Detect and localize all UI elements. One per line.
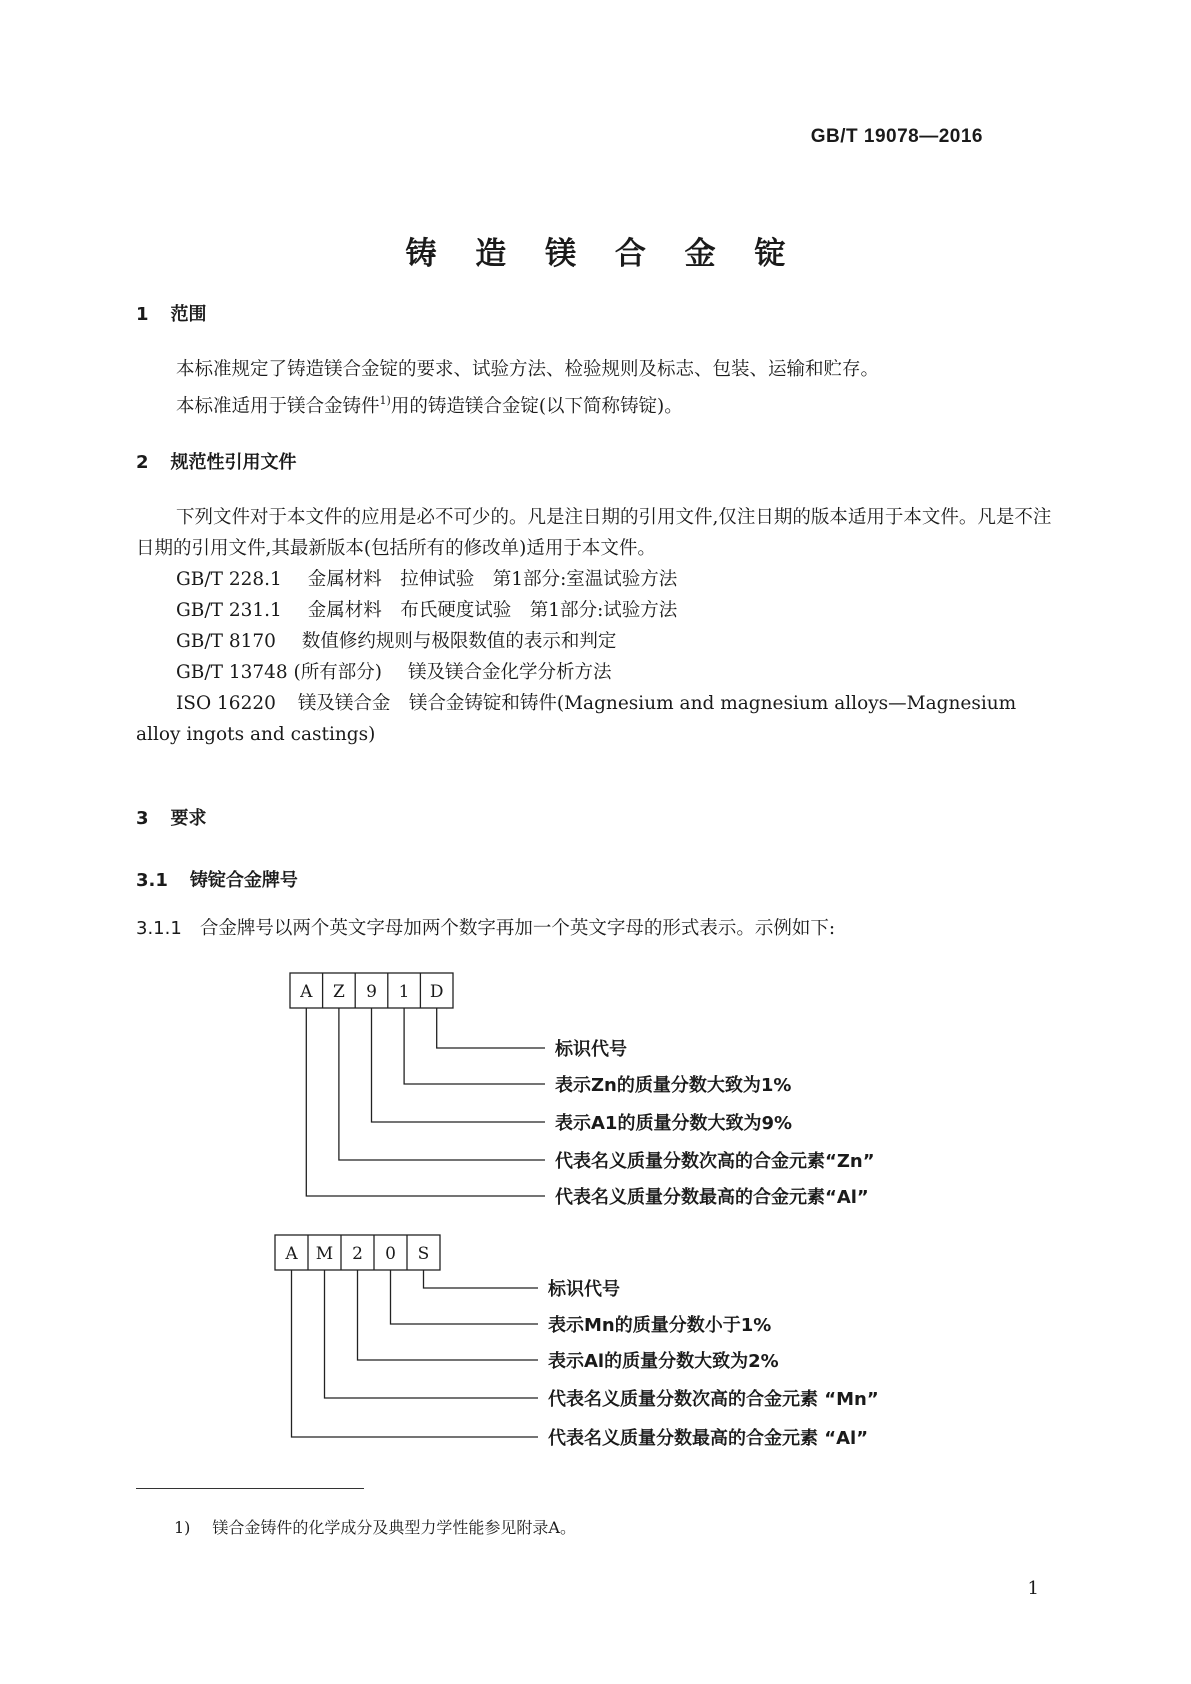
code-cell: A — [300, 982, 313, 1002]
leader-line — [391, 1270, 539, 1324]
diagram-label: 代表名义质量分数最高的合金元素“Al” — [555, 1187, 869, 1208]
diagram-label: 代表名义质量分数次高的合金元素 “Mn” — [548, 1389, 879, 1410]
reference-code: GB/T 231.1 — [176, 600, 282, 621]
page-number: 1 — [1027, 1578, 1039, 1599]
clause-text: 合金牌号以两个英文字母加两个数字再加一个英文字母的形式表示。示例如下: — [199, 918, 836, 939]
scope-text-a: 本标准适用于镁合金铸件 — [176, 396, 380, 417]
diagram-label: 标识代号 — [555, 1039, 627, 1060]
diagram-label: 表示Zn的质量分数大致为1% — [555, 1075, 792, 1096]
section-title: 规范性引用文件 — [170, 452, 297, 473]
clause-number: 3.1.1 — [136, 918, 182, 939]
diagram-label: 代表名义质量分数最高的合金元素 “Al” — [548, 1428, 869, 1449]
leader-line — [404, 1008, 545, 1084]
section-number: 2 — [136, 452, 149, 473]
section-number: 3.1 — [136, 870, 168, 891]
reference-title: 镁及镁合金化学分析方法 — [408, 662, 612, 683]
reference-code: GB/T 228.1 — [176, 569, 282, 590]
document-title: 铸 造 镁 合 金 锭 — [405, 236, 800, 272]
leader-line — [325, 1270, 539, 1398]
footnote — [174, 1515, 576, 1538]
code-cell: 9 — [366, 982, 377, 1002]
leader-line — [424, 1270, 539, 1288]
reference-code: GB/T 8170 — [176, 631, 276, 652]
leader-line — [292, 1270, 539, 1437]
code-cell: 1 — [398, 982, 410, 1002]
diagram-1 — [290, 973, 545, 1196]
reference-title: 数值修约规则与极限数值的表示和判定 — [301, 631, 617, 652]
scope-text-b: 用的铸造镁合金锭(以下简称铸锭)。 — [390, 396, 683, 417]
diagram-label: 代表名义质量分数次高的合金元素“Zn” — [555, 1151, 875, 1172]
footnote-ref: 1) — [379, 394, 391, 407]
code-cell: D — [429, 982, 444, 1002]
footnote-marker: 1) — [174, 1518, 191, 1537]
reference-title: 镁及镁合金 镁合金铸锭和铸件(Magnesium and magnesium alloys—Magnesium alloy ingots and castings) — [136, 693, 1017, 745]
leader-line — [372, 1008, 546, 1122]
footnote-text: 镁合金铸件的化学成分及典型力学性能参见附录A。 — [212, 1518, 576, 1537]
section-title: 范围 — [170, 304, 207, 325]
leader-line — [306, 1008, 545, 1196]
diagram-label: 表示Mn的质量分数小于1% — [548, 1315, 772, 1336]
code-cell: A — [285, 1244, 298, 1264]
leader-line — [437, 1008, 545, 1048]
reference-code: ISO 16220 — [176, 693, 276, 714]
standard-code: GB/T 19078—2016 — [810, 126, 983, 147]
diagram-label: 表示Al的质量分数大致为2% — [548, 1351, 779, 1372]
leader-line — [358, 1270, 539, 1360]
reference-title: 金属材料 布氏硬度试验 第1部分:试验方法 — [307, 600, 678, 621]
diagram-label: 标识代号 — [548, 1279, 620, 1300]
section-number: 1 — [136, 304, 149, 325]
reference-code: GB/T 13748 (所有部分) — [176, 662, 382, 683]
footnote-separator — [136, 1488, 364, 1489]
diagram-label: 表示A1的质量分数大致为9% — [555, 1113, 793, 1134]
code-cell: 0 — [385, 1244, 396, 1264]
section-title: 要求 — [170, 808, 207, 829]
section-title: 铸锭合金牌号 — [189, 870, 298, 891]
code-cell: Z — [332, 982, 345, 1002]
reference-title: 金属材料 拉伸试验 第1部分:室温试验方法 — [307, 569, 678, 590]
references-intro: 下列文件对于本文件的应用是必不可少的。凡是注日期的引用文件,仅注日期的版本适用于本文件。凡是不注日期的引用文件,其最新版本(包括所有的修改单)适用于本文件。 — [136, 507, 1052, 559]
code-cell: M — [315, 1244, 334, 1264]
scope-paragraph-1: 本标准规定了铸造镁合金锭的要求、试验方法、检验规则及标志、包装、运输和贮存。 — [176, 359, 880, 380]
code-cell: 2 — [352, 1244, 363, 1264]
diagram-2 — [275, 1235, 538, 1437]
code-cell: S — [417, 1244, 430, 1264]
section-number: 3 — [136, 808, 149, 829]
